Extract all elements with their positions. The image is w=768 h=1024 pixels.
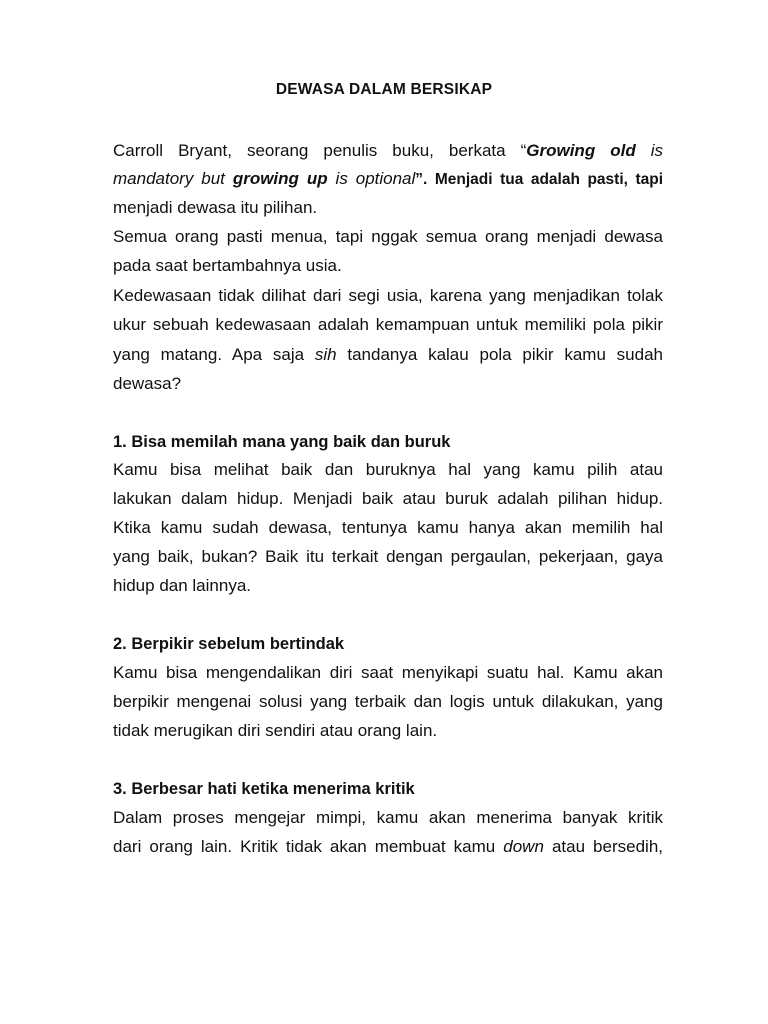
intro-p3-line-3-suffix: tandanya kalau pola pikir kamu sudah [336, 345, 663, 364]
section-2-line-2: berpikir mengenai solusi yang terbaik dan logis untuk dilakukan, yang [113, 692, 663, 711]
word-sih: sih [314, 345, 337, 364]
document-title: DEWASA DALAM BERSIKAP [275, 81, 493, 98]
section-1-line-4: yang baik, bukan? Baik itu terkait dengan pergaulan, pekerjaan, gaya [113, 547, 663, 566]
intro-p2-line-1: Semua orang pasti menua, tapi nggak semua orang menjadi dewasa [113, 227, 663, 246]
section-2-line-3: tidak merugikan diri sendiri atau orang lain. [113, 721, 438, 740]
section-3-line-2 [113, 837, 663, 857]
word-down: down [503, 837, 544, 856]
intro-line-2 [113, 169, 663, 190]
intro-p3-line-3-prefix: yang matang. Apa saja [113, 345, 315, 364]
intro-p3-line-2: ukur sebuah kedewasaan adalah kemampuan untuk memiliki pola pikir [113, 315, 663, 334]
quote-is: is [635, 141, 664, 160]
quote-growing-old: Growing old [526, 141, 636, 160]
quote-optional: is optional [327, 169, 416, 188]
section-3-heading: 3. Berbesar hati ketika menerima kritik [113, 780, 415, 798]
section-2-heading: 2. Berpikir sebelum bertindak [113, 635, 345, 653]
intro-p3-line-1: Kedewasaan tidak dilihat dari segi usia, karena yang menjadikan tolak [113, 286, 663, 305]
intro-p2-line-2: pada saat bertambahnya usia. [113, 256, 342, 275]
intro-line-1-prefix: Carroll Bryant, seorang penulis buku, berkata “ [113, 141, 527, 160]
section-1-line-3: Ktika kamu sudah dewasa, tentunya kamu hanya akan memilih hal [113, 518, 663, 537]
section-3-line-1: Dalam proses mengejar mimpi, kamu akan menerima banyak kritik [113, 808, 663, 827]
intro-p3-line-3 [113, 345, 663, 365]
quote-growing-up: growing up [232, 169, 328, 188]
section-1-line-5: hidup dan lainnya. [113, 576, 252, 595]
quote-mandatory: mandatory but [113, 169, 233, 188]
intro-line-3: menjadi dewasa itu pilihan. [113, 198, 318, 217]
section-1-heading: 1. Bisa memilah mana yang baik dan buruk [113, 433, 451, 451]
intro-p3-line-4: dewasa? [113, 374, 182, 393]
section-3-line-2-suffix: atau bersedih, [543, 837, 663, 856]
intro-line-1 [113, 141, 663, 161]
section-2-line-1: Kamu bisa mengendalikan diri saat menyikapi suatu hal. Kamu akan [113, 663, 663, 682]
section-1-line-2: lakukan dalam hidup. Menjadi baik atau buruk adalah pilihan hidup. [113, 489, 663, 508]
intro-line-2-suffix: ”. Menjadi tua adalah pasti, tapi [415, 171, 663, 188]
section-3-line-2-prefix: dari orang lain. Kritik tidak akan membuat kamu [113, 837, 504, 856]
section-1-line-1: Kamu bisa melihat baik dan buruknya hal yang kamu pilih atau [113, 460, 663, 479]
